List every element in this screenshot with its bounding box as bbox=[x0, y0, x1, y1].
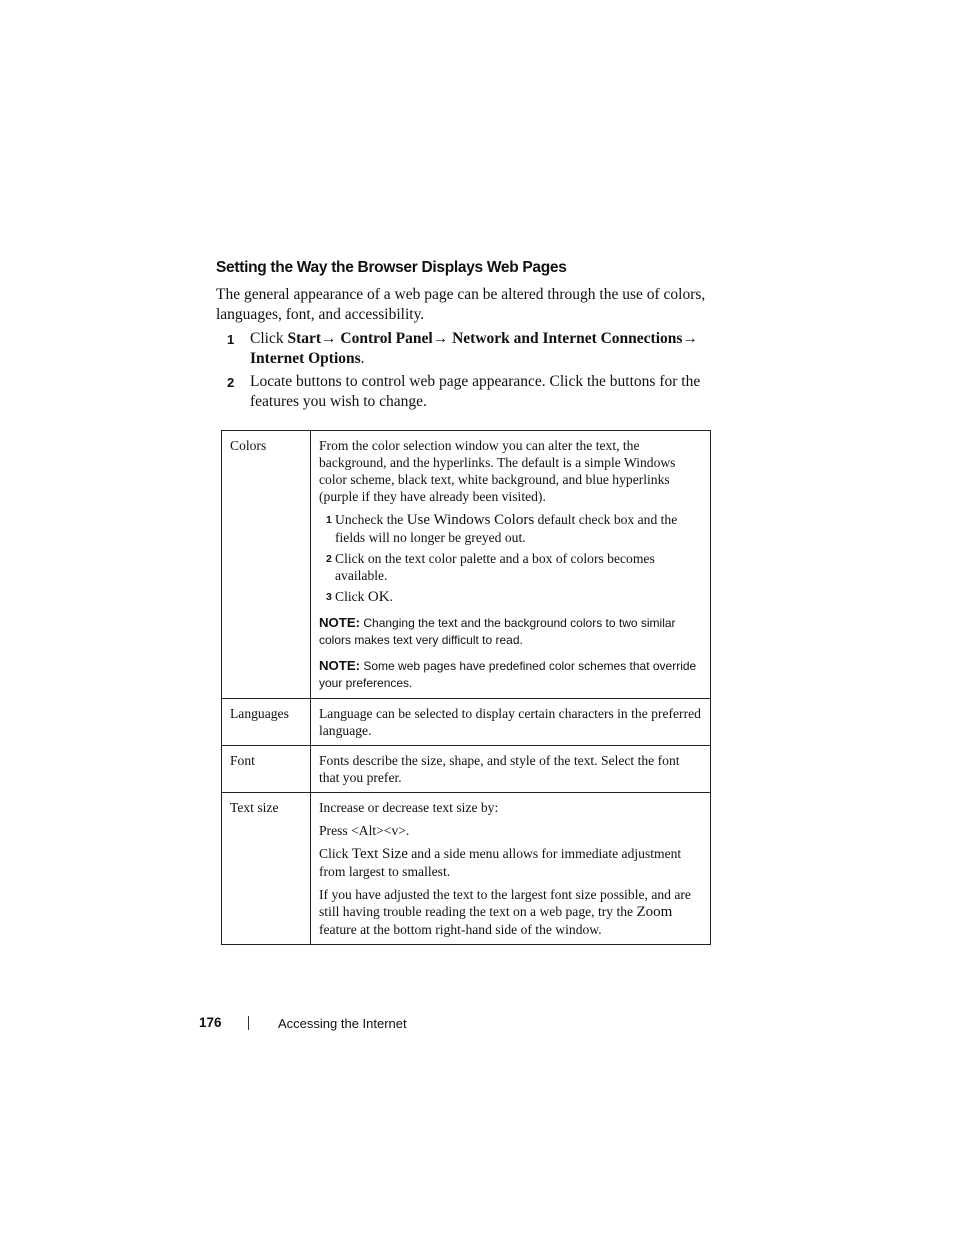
note-label: NOTE: bbox=[319, 658, 361, 673]
substep-number: 1 bbox=[326, 514, 332, 526]
step-number: 1 bbox=[227, 332, 235, 347]
step-number: 2 bbox=[227, 375, 235, 390]
substep-number: 2 bbox=[326, 553, 332, 565]
menu-path-internet-options: Internet Options bbox=[250, 349, 361, 367]
arrow-icon: → bbox=[432, 330, 449, 347]
row-description bbox=[311, 793, 711, 945]
description-paragraph: Increase or decrease text size by: bbox=[319, 800, 499, 815]
arrow-icon: → bbox=[682, 330, 698, 347]
chapter-title: Accessing the Internet bbox=[278, 1016, 407, 1031]
step-end: . bbox=[360, 349, 365, 367]
substep-number: 3 bbox=[326, 591, 332, 603]
menu-path-network-connections: Network and Internet Connections bbox=[452, 330, 683, 347]
substep-text: . bbox=[389, 589, 393, 604]
substep-text: Click bbox=[335, 589, 368, 604]
row-label: Text size bbox=[222, 793, 311, 945]
substep-text: default check box and the fields will no longer be greyed out. bbox=[335, 512, 678, 545]
step-text: Locate buttons to control web page appearance. Click the buttons for the features you wish to change. bbox=[250, 373, 701, 410]
note-text: Some web pages have predefined color schemes that override your preferences. bbox=[319, 659, 697, 690]
ui-label-use-windows-colors: Use Windows Colors bbox=[406, 512, 535, 528]
row-description bbox=[311, 431, 711, 699]
note-1 bbox=[319, 614, 701, 649]
paragraph-text: Click bbox=[319, 846, 352, 861]
row-label: Languages bbox=[222, 699, 311, 746]
table-row-languages bbox=[222, 699, 711, 746]
ui-label-ok: OK bbox=[367, 589, 390, 605]
menu-path-control-panel: Control Panel bbox=[340, 330, 433, 347]
note-text: Changing the text and the background colors to two similar colors makes text very difficult to read. bbox=[319, 616, 676, 647]
substep-2 bbox=[319, 550, 701, 584]
section-heading: Setting the Way the Browser Displays Web Pages bbox=[216, 259, 567, 276]
substep-text: Uncheck the bbox=[335, 512, 407, 527]
description-paragraph: From the color selection window you can alter the text, the background, and the hyperlinks. The default is a simple Windows color scheme, black text, white background, and blue hyperlinks (purple if they have already been visited). bbox=[319, 438, 676, 504]
description-paragraph bbox=[319, 845, 701, 880]
menu-path-start: Start bbox=[287, 330, 322, 347]
table-row-colors bbox=[222, 431, 711, 699]
step-2 bbox=[216, 372, 716, 411]
appearance-options-table bbox=[221, 430, 711, 945]
paragraph-text: feature at the bottom right-hand side of the window. bbox=[319, 922, 602, 937]
substep-text: Click on the text color palette and a box of colors becomes available. bbox=[335, 551, 655, 583]
note-label: NOTE: bbox=[319, 615, 361, 630]
step-1 bbox=[216, 329, 716, 368]
intro-paragraph: The general appearance of a web page can be altered through the use of colors, languages, font, and accessibility. bbox=[216, 286, 706, 323]
description-paragraph: Press <Alt><v>. bbox=[319, 823, 410, 838]
paragraph-text: and a side menu allows for immediate adjustment from largest to smallest. bbox=[319, 846, 682, 879]
step-text bbox=[250, 329, 716, 368]
footer-divider bbox=[248, 1016, 249, 1030]
row-label: Colors bbox=[222, 431, 311, 699]
row-description: Language can be selected to display certain characters in the preferred language. bbox=[311, 699, 711, 746]
substep-3 bbox=[319, 588, 701, 606]
note-2 bbox=[319, 657, 701, 692]
table-row-font bbox=[222, 746, 711, 793]
table-row-text-size bbox=[222, 793, 711, 945]
page-number: 176 bbox=[199, 1015, 222, 1030]
row-description: Fonts describe the size, shape, and style of the text. Select the font that you prefer. bbox=[311, 746, 711, 793]
arrow-icon: → bbox=[321, 330, 337, 347]
step-click-text: Click bbox=[250, 330, 288, 347]
ui-label-text-size: Text Size bbox=[351, 846, 408, 862]
ui-label-zoom: Zoom bbox=[636, 904, 673, 920]
substep-1 bbox=[319, 511, 701, 546]
description-paragraph bbox=[319, 886, 701, 938]
paragraph-text: If you have adjusted the text to the largest font size possible, and are still having trouble reading the text on a web page, try the bbox=[319, 887, 691, 919]
row-label: Font bbox=[222, 746, 311, 793]
